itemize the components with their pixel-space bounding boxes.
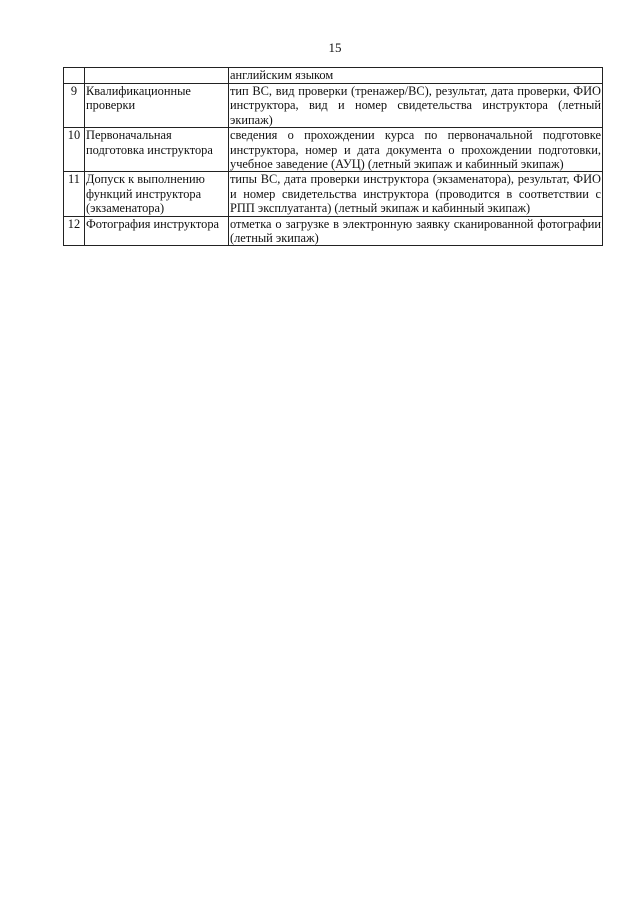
row-number: 11 (64, 172, 85, 216)
row-title (85, 68, 229, 84)
row-title: Первоначальная подготовка инструктора (85, 128, 229, 172)
table-row (64, 68, 603, 84)
table-row (64, 216, 603, 246)
table-row (64, 172, 603, 216)
row-title: Допуск к выполнению функций инструктора (экзаменатора) (85, 172, 229, 216)
row-description: сведения о прохождении курса по первоначальной подготовке инструктора, номер и дата документа о прохождении подготовки, учебное заведение (АУЦ) (летный экипаж и кабинный экипаж) (230, 128, 601, 172)
page-number: 15 (328, 40, 342, 55)
table-row (64, 84, 603, 128)
row-description: отметка о загрузке в электронную заявку сканированной фотографии (летный экипаж) (230, 216, 601, 246)
row-description: английским языком (229, 68, 603, 84)
row-title: Фотография инструктора (85, 216, 229, 246)
row-number: 12 (64, 216, 85, 246)
row-title: Квалификационные проверки (85, 84, 229, 128)
row-number (64, 68, 85, 84)
row-number: 10 (64, 128, 85, 172)
row-number: 9 (64, 84, 85, 128)
row-description: тип ВС, вид проверки (тренажер/ВС), результат, дата проверки, ФИО инструктора, вид и номер свидетельства инструктора (летный экипаж) (230, 84, 601, 127)
document-table (63, 67, 603, 246)
row-description: типы ВС, дата проверки инструктора (экзаменатора), результат, ФИО и номер свидетельства инструктора (проводится в соответствии с РПП эксплуатанта) (летный экипаж и кабинный экипаж) (230, 172, 601, 216)
table-row (64, 128, 603, 172)
